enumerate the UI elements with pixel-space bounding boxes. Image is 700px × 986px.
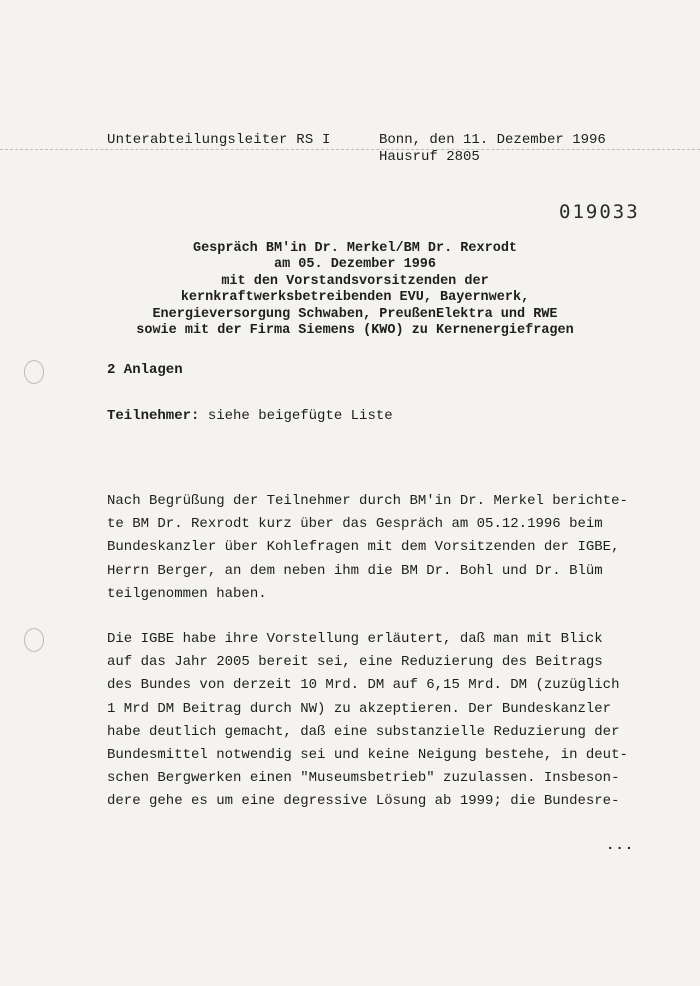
text-line: 1 Mrd DM Beitrag durch NW) zu akzeptieren. Der Bundeskanzler — [107, 700, 612, 717]
title-line: Energieversorgung Schwaben, PreußenElektra und RWE — [152, 306, 558, 322]
text-line: Bundeskanzler über Kohlefragen mit dem Vorsitzenden der IGBE, — [107, 539, 620, 556]
title-line: sowie mit der Firma Siemens (KWO) zu Kernenergiefragen — [136, 323, 574, 339]
text-line: schen Bergwerken einen "Museumsbetrieb" zuzulassen. Insbeson- — [107, 770, 620, 787]
text-line: habe deutlich gemacht, daß eine substanzielle Reduzierung der — [107, 723, 620, 740]
attachments-label: 2 Anlagen — [107, 362, 183, 378]
paragraph-2 — [107, 628, 647, 814]
punch-hole — [24, 628, 44, 652]
continuation-mark: ... — [606, 838, 635, 854]
title-line: kernkraftwerksbetreibenden EVU, Bayernwerk, — [180, 290, 530, 306]
text-line: teilgenommen haben. — [107, 585, 267, 602]
participants-line — [107, 408, 393, 424]
paragraph-1 — [107, 490, 647, 606]
text-line: Herrn Berger, an dem neben ihm die BM Dr. Bohl und Dr. Blüm — [107, 562, 603, 579]
text-line: Die IGBE habe ihre Vorstellung erläutert, daß man mit Blick — [107, 631, 603, 647]
text-line: Bundesmittel notwendig sei und keine Neigung bestehe, in deut- — [107, 747, 628, 764]
text-line: des Bundes von derzeit 10 Mrd. DM auf 6,15 Mrd. DM (zuzüglich — [107, 677, 620, 694]
title-line: Gespräch BM'in Dr. Merkel/BM Dr. Rexrodt — [192, 241, 518, 256]
place-date: Bonn, den 11. Dezember 1996 — [379, 132, 606, 148]
text-line: Nach Begrüßung der Teilnehmer durch BM'in Dr. Merkel berichte- — [107, 493, 628, 509]
participants-text: siehe beigefügte Liste — [207, 408, 393, 424]
extension: Hausruf 2805 — [379, 149, 480, 165]
text-line: dere gehe es um eine degressive Lösung ab 1999; die Bundesre- — [107, 793, 620, 810]
department-label: Unterabteilungsleiter RS I — [107, 132, 331, 148]
title-line: am 05. Dezember 1996 — [273, 257, 437, 273]
document-title — [120, 241, 590, 339]
document-number: 019033 — [559, 201, 640, 223]
text-line: te BM Dr. Rexrodt kurz über das Gespräch am 05.12.1996 beim — [107, 516, 603, 533]
title-line: mit den Vorstandsvorsitzenden der — [221, 273, 489, 289]
text-line: auf das Jahr 2005 bereit sei, eine Reduzierung des Beitrags — [107, 654, 603, 671]
punch-hole — [24, 360, 44, 384]
header-divider — [0, 149, 700, 151]
participants-label: Teilnehmer: — [107, 408, 200, 424]
